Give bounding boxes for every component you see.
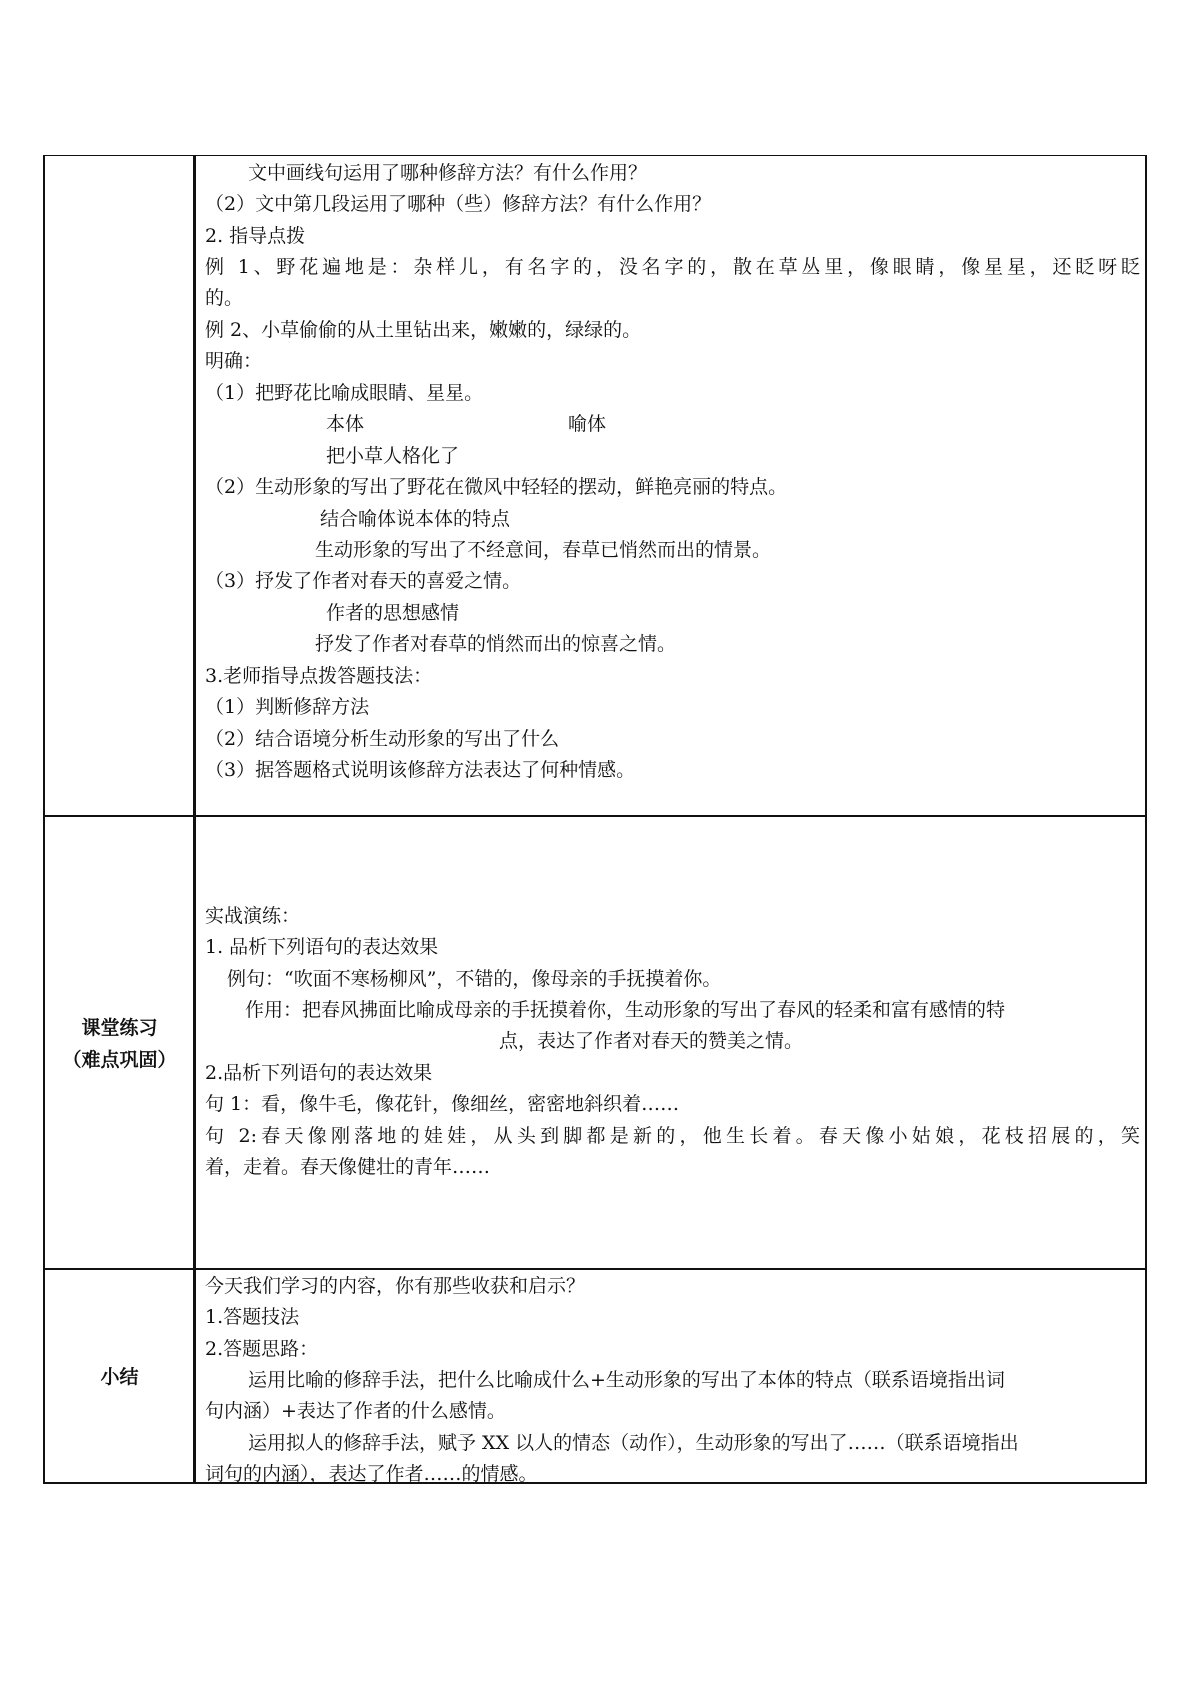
text-line: 把小草人格化了: [326, 445, 460, 467]
text-line: （1）判断修辞方法: [205, 696, 370, 718]
row-divider-1: [43, 815, 1147, 817]
text-line: 3.老师指导点拨答题技法：: [205, 665, 433, 687]
section2-label-line2: （难点巩固）: [62, 1049, 177, 1071]
section3-label: 小结: [100, 1366, 139, 1388]
text-line: 2.品析下列语句的表达效果: [205, 1062, 433, 1084]
text-line: 2.答题思路：: [205, 1338, 319, 1360]
text-line: 例句：“吹面不寒杨柳风”，不错的，像母亲的手抚摸着你。: [227, 968, 722, 990]
section3-content: [205, 1272, 1140, 1485]
text-line: 生动形象的写出了不经意间，春草已悄然而出的情景。: [315, 539, 772, 561]
text-line: （2）生动形象的写出了野花在微风中轻轻的摆动，鲜艳亮丽的特点。: [205, 476, 788, 498]
text-line: 句 1：看，像牛毛，像花针，像细丝，密密地斜织着……: [205, 1093, 680, 1115]
text-line: 1. 品析下列语句的表达效果: [205, 936, 439, 958]
text-line: 运用比喻的修辞手法，把什么比喻成什么+生动形象的写出了本体的特点（联系语境指出词: [248, 1369, 1005, 1391]
text-line: 作者的思想感情: [326, 602, 460, 624]
text-line: 句 2:春天像刚落地的娃娃，从头到脚都是新的，他生长着。春天像小姑娘，花枝招展的，笑: [205, 1125, 1140, 1147]
text-line: 抒发了作者对春草的悄然而出的惊喜之情。: [315, 633, 677, 655]
text-line: 的。: [205, 287, 244, 309]
text-line: 结合喻体说本体的特点: [320, 508, 511, 530]
text-line: （2）文中第几段运用了哪种（些）修辞方法？有什么作用？: [205, 193, 712, 215]
text-line: 1.答题技法: [205, 1306, 300, 1328]
text-line: 文中画线句运用了哪种修辞方法？有什么作用？: [248, 162, 648, 184]
text-line: 例 2、小草偷偷的从土里钻出来，嫩嫩的，绿绿的。: [205, 319, 642, 341]
text-line: 点，表达了作者对春天的赞美之情。: [499, 1030, 804, 1052]
text-line: 着，走着。春天像健壮的青年……: [205, 1156, 491, 1178]
text-line: （1）把野花比喻成眼睛、星星。: [205, 382, 484, 404]
text-line: 例 1、野花遍地是：杂样儿，有名字的，没名字的，散在草丛里，像眼睛，像星星，还眨呀眨: [205, 256, 1140, 278]
section1-content: [205, 159, 1140, 809]
row-divider-2: [43, 1268, 1147, 1270]
section2-label-line1: 课堂练习: [81, 1017, 158, 1039]
text-line: 喻体: [568, 413, 607, 435]
text-line: 明确：: [205, 350, 263, 372]
section2-label: [46, 1012, 193, 1076]
section2-content: [205, 902, 1140, 1202]
text-line: 2. 指导点拨: [205, 225, 306, 247]
text-line: 实战演练：: [205, 905, 301, 927]
text-line: 今天我们学习的内容，你有那些收获和启示？: [205, 1275, 586, 1297]
text-line: 本体: [326, 413, 365, 435]
text-line: （3）据答题格式说明该修辞方法表达了何种情感。: [205, 759, 636, 781]
text-line: （3）抒发了作者对春天的喜爱之情。: [205, 570, 522, 592]
text-line: 运用拟人的修辞手法，赋予 XX 以人的情态（动作），生动形象的写出了……（联系语境指出: [248, 1432, 1019, 1454]
text-line: 作用：把春风拂面比喻成母亲的手抚摸着你，生动形象的写出了春风的轻柔和富有感情的特: [245, 999, 1006, 1021]
text-line: 句内涵）+表达了作者的什么感情。: [205, 1400, 506, 1422]
text-line: 词句的内涵），表达了作者……的情感。: [205, 1463, 538, 1485]
text-line: （2）结合语境分析生动形象的写出了什么: [205, 728, 560, 750]
column-divider: [193, 155, 196, 1484]
